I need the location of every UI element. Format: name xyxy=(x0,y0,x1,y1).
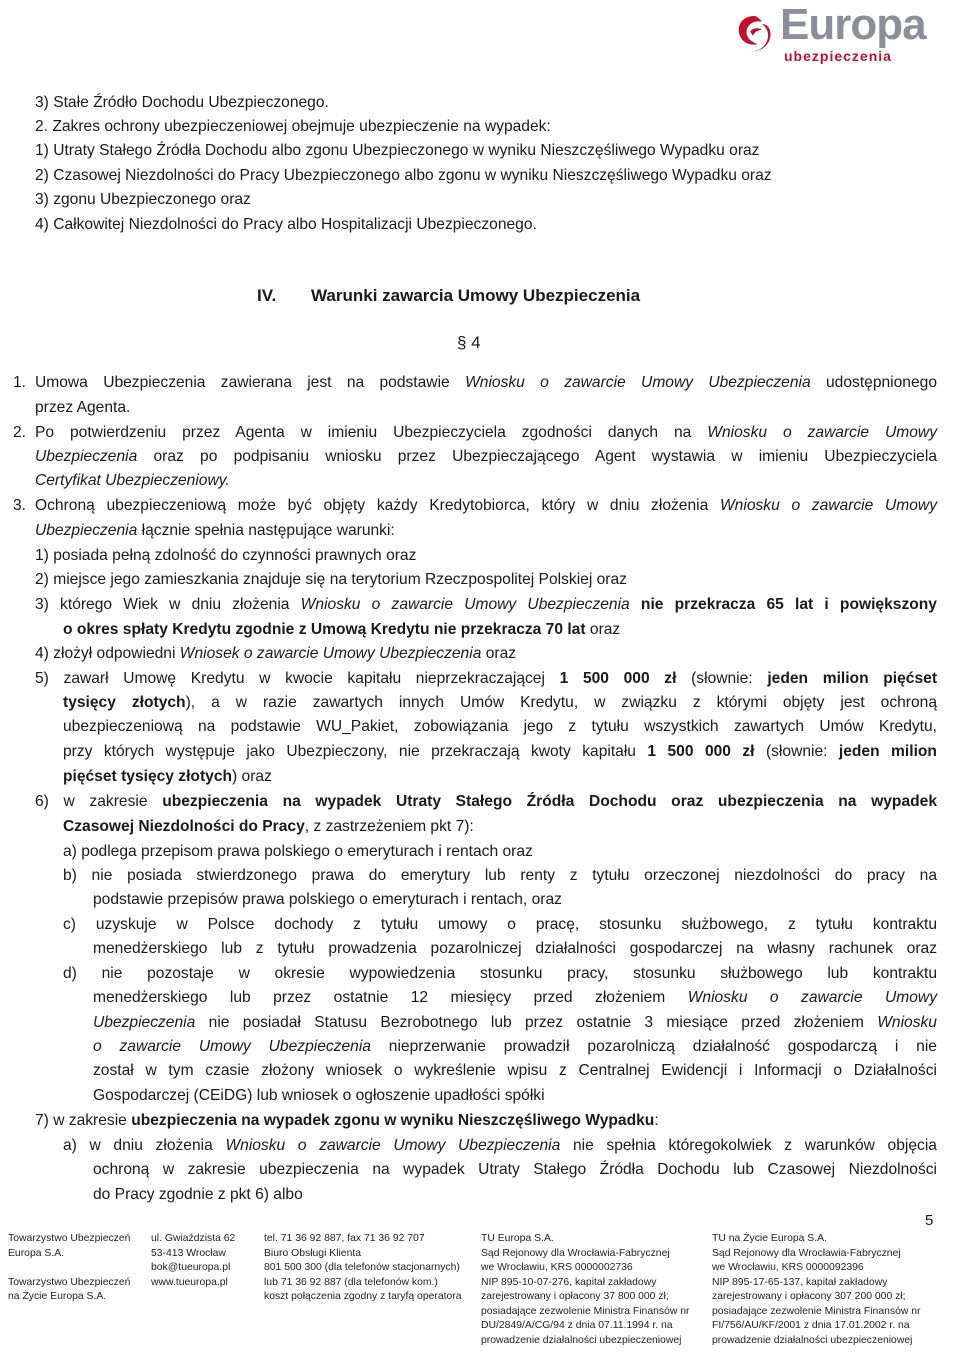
footer-line: Sąd Rejonowy dla Wrocławia-Fabrycznej xyxy=(481,1247,670,1259)
text-line: 3) Stałe Źródło Dochodu Ubezpieczonego. xyxy=(35,94,329,111)
text-line: przez Agenta. xyxy=(35,399,131,416)
text-line: do Pracy zgodnie z pkt 6) albo xyxy=(93,1186,303,1203)
text-line: a) podlega przepisom prawa polskiego o emeryturach i rentach oraz xyxy=(63,843,533,860)
footer-line: Towarzystwo Ubezpieczeń xyxy=(8,1233,131,1244)
footer-line: TU na Życie Europa S.A. xyxy=(712,1233,827,1244)
text-line: Ochroną ubezpieczeniową może być objęty każdy Kredytobiorca, który w dniu złożenia Wniosku o zawarcie Umowy xyxy=(35,497,937,514)
paragraph-number: 2. xyxy=(13,424,27,441)
footer-line: we Wrocławiu, KRS 0000092396 xyxy=(712,1262,864,1273)
text-line: Ubezpieczenia łącznie spełnia następujące warunki: xyxy=(35,522,395,539)
text-line: o okres spłaty Kredytu zgodnie z Umową Kredytu nie przekracza 70 lat oraz xyxy=(63,621,621,638)
text-line: 2. Zakres ochrony ubezpieczeniowej obejmuje ubezpieczenie na wypadek: xyxy=(35,118,551,135)
section-title: Warunki zawarcia Umowy Ubezpieczenia xyxy=(311,286,641,305)
footer-line: 801 500 300 (dla telefonów stacjonarnych) xyxy=(264,1262,460,1273)
text-line: 2) Czasowej Niezdolności do Pracy Ubezpieczonego albo zgonu w wyniku Nieszczęśliwego Wypadku oraz xyxy=(35,167,772,184)
footer-line: Europa S.A. xyxy=(8,1247,65,1259)
text-line: 2) miejsce jego zamieszkania znajduje się na terytorium Rzeczpospolitej Polskiej oraz xyxy=(35,571,627,588)
footer-line: zarejestrowany i opłacony 37 800 000 zł; xyxy=(481,1291,669,1302)
footer-line: tel. 71 36 92 887, fax 71 36 92 707 xyxy=(264,1233,425,1244)
text-line: 4) Całkowitej Niezdolności do Pracy albo Hospitalizacji Ubezpieczonego. xyxy=(35,216,537,233)
footer-line: TU Europa S.A. xyxy=(481,1233,554,1244)
footer-email-link[interactable]: bok@tueuropa.pl xyxy=(151,1262,231,1273)
text-line: podstawie przepisów prawa polskiego o emeryturach i rentach, oraz xyxy=(93,891,562,908)
footer-line: Towarzystwo Ubezpieczeń xyxy=(8,1276,131,1288)
text-line: menedżerskiego lub z tytułu prowadzenia pozarolniczej działalności gospodarczej na własny rachunek oraz xyxy=(93,940,937,957)
text-line: 7) w zakresie ubezpieczenia na wypadek zgonu w wyniku Nieszczęśliwego Wypadku: xyxy=(35,1112,659,1129)
footer-line: FI/756/AU/KF/2001 z dnia 17.01.2002 r. na xyxy=(712,1320,910,1331)
text-line: 3) zgonu Ubezpieczonego oraz xyxy=(35,191,251,208)
text-line: a) w dniu złożenia Wniosku o zawarcie Umowy Ubezpieczenia nie spełnia któregokolwiek z warunków objęcia xyxy=(63,1137,937,1154)
footer-col-companies xyxy=(8,1232,143,1305)
footer-line: DU/2849/A/CG/94 z dnia 07.11.1994 r. na xyxy=(481,1320,673,1331)
text-line: Certyfikat Ubezpieczeniowy. xyxy=(35,472,230,489)
text-line: 1) Utraty Stałego Źródła Dochodu albo zgonu Ubezpieczonego w wyniku Nieszczęśliwego Wypadku oraz xyxy=(35,142,760,159)
text-line: 6) w zakresie ubezpieczenia na wypadek Utraty Stałego Źródła Dochodu oraz ubezpieczenia na wypadek xyxy=(35,793,938,810)
text-line: Czasowej Niezdolności do Pracy, z zastrzeżeniem pkt 7): xyxy=(63,818,474,835)
footer-line: Sąd Rejonowy dla Wrocławia-Fabrycznej xyxy=(712,1247,901,1259)
text-line: został w tym czasie złożony wniosek o wykreślenie wpisu z Centralnej Ewidencji i Informacji o Działalności xyxy=(93,1062,937,1079)
footer-line: 53-413 Wrocław xyxy=(151,1247,226,1259)
text-line: Ubezpieczenia nie posiadał Statusu Bezrobotnego lub przez ostatnie 3 miesiące przed złożeniem Wniosku xyxy=(93,1014,937,1031)
logo-subtitle: ubezpieczenia xyxy=(784,48,892,64)
europa-logo xyxy=(728,2,960,68)
paragraph-number: 1. xyxy=(13,374,27,391)
section-number: IV. xyxy=(257,286,277,305)
footer-line: prowadzenie działalności ubezpieczeniowej xyxy=(712,1334,913,1346)
footer-line: Biuro Obsługi Klienta xyxy=(264,1247,362,1259)
footer-line: na Życie Europa S.A. xyxy=(8,1291,107,1302)
text-line: przy których występuje jako Ubezpieczony, nie przekraczają kwoty kapitału 1 500 000 zł (słownie: jeden milion xyxy=(63,743,937,760)
footer-website-link[interactable]: www.tueuropa.pl xyxy=(151,1276,228,1288)
text-line: 3) którego Wiek w dniu złożenia Wniosku o zawarcie Umowy Ubezpieczenia nie przekracza 65 lat i powiększony xyxy=(35,596,937,613)
text-line: 5) zawarł Umowę Kredytu w kwocie kapitału nieprzekraczającej 1 500 000 zł (słownie: jeden milion pięćset xyxy=(35,670,938,687)
footer-col-contact xyxy=(264,1232,469,1305)
text-line: 4) złożył odpowiedni Wniosek o zawarcie Umowy Ubezpieczenia oraz xyxy=(35,645,517,662)
footer-col-address xyxy=(151,1232,256,1290)
text-line: d) nie pozostaje w okresie wypowiedzenia stosunku pracy, stosunku służbowego lub kontraktu xyxy=(63,965,937,982)
footer-line: NIP 895-17-65-137, kapitał zakładowy xyxy=(712,1276,888,1288)
footer-line: zarejestrowany i opłacony 307 200 000 zł; xyxy=(712,1291,906,1302)
text-line: Umowa Ubezpieczenia zawierana jest na podstawie Wniosku o zawarcie Umowy Ubezpieczenia udostępnionego xyxy=(35,374,937,391)
footer-line: posiadające zezwolenie Ministra Finansów nr xyxy=(712,1305,921,1317)
footer-line: koszt połączenia zgodny z taryfą operatora xyxy=(264,1291,462,1302)
text-line: ochroną w zakresie ubezpieczenia na wypadek Utraty Stałego Źródła Dochodu lub Czasowej Niezdolności xyxy=(93,1161,937,1178)
footer-line: ul. Gwiaździsta 62 xyxy=(151,1233,236,1244)
europa-mark-icon xyxy=(732,12,776,56)
footer-line xyxy=(8,1261,143,1276)
footer-col-tu-europa xyxy=(481,1232,701,1348)
text-line: Ubezpieczenia oraz po podpisaniu wniosku przez Ubezpieczającego Agent wystawia w imieniu Ubezpieczyciela xyxy=(35,448,937,465)
paragraph-symbol: § 4 xyxy=(457,333,481,352)
paragraph-number: 3. xyxy=(13,497,27,514)
text-line: b) nie posiada stwierdzonego prawa do emerytury lub renty z tytułu orzeczonej niezdolności do pracy na xyxy=(63,867,937,884)
footer-line: posiadające zezwolenie Ministra Finansów nr xyxy=(481,1305,690,1317)
text-line: Po potwierdzeniu przez Agenta w imieniu Ubezpieczyciela zgodności danych na Wniosku o zawarcie Umowy xyxy=(35,424,937,441)
text-line: Gospodarczej (CEiDG) lub wniosek o ogłoszenie upadłości spółki xyxy=(93,1087,545,1104)
logo-wordmark: Europa xyxy=(780,0,926,49)
footer-line: NIP 895-10-07-276, kapitał zakładowy xyxy=(481,1276,657,1288)
text-line: c) uzyskuje w Polsce dochody z tytułu umowy o pracę, stosunku służbowego, z tytułu kontraktu xyxy=(63,916,937,933)
footer-line: we Wrocławiu, KRS 0000002736 xyxy=(481,1262,633,1273)
text-line: o zawarcie Umowy Ubezpieczenia nieprzerwanie prowadził pozarolniczą działalność gospodarczą i nie xyxy=(93,1038,937,1055)
footer-line: prowadzenie działalności ubezpieczeniowej xyxy=(481,1334,682,1346)
text-line: 1) posiada pełną zdolność do czynności prawnych oraz xyxy=(35,547,417,564)
page-number: 5 xyxy=(925,1212,934,1229)
text-line: menedżerskiego lub przez ostatnie 12 miesięcy przed złożeniem Wniosku o zawarcie Umowy xyxy=(93,989,937,1006)
text-line: ubezpieczeniową na podstawie WU_Pakiet, zobowiązania jego z tytułu wszystkich zawartych Umów Kredytu, xyxy=(63,718,937,735)
footer-line: lub 71 36 92 887 (dla telefonów kom.) xyxy=(264,1276,438,1288)
text-line: pięćset tysięcy złotych) oraz xyxy=(63,768,272,785)
footer-col-tu-na-zycie xyxy=(712,1232,940,1348)
text-line: tysięcy złotych), a w razie zawartych innych Umów Kredytu, w związku z którymi objęty jest ochroną xyxy=(63,694,937,711)
